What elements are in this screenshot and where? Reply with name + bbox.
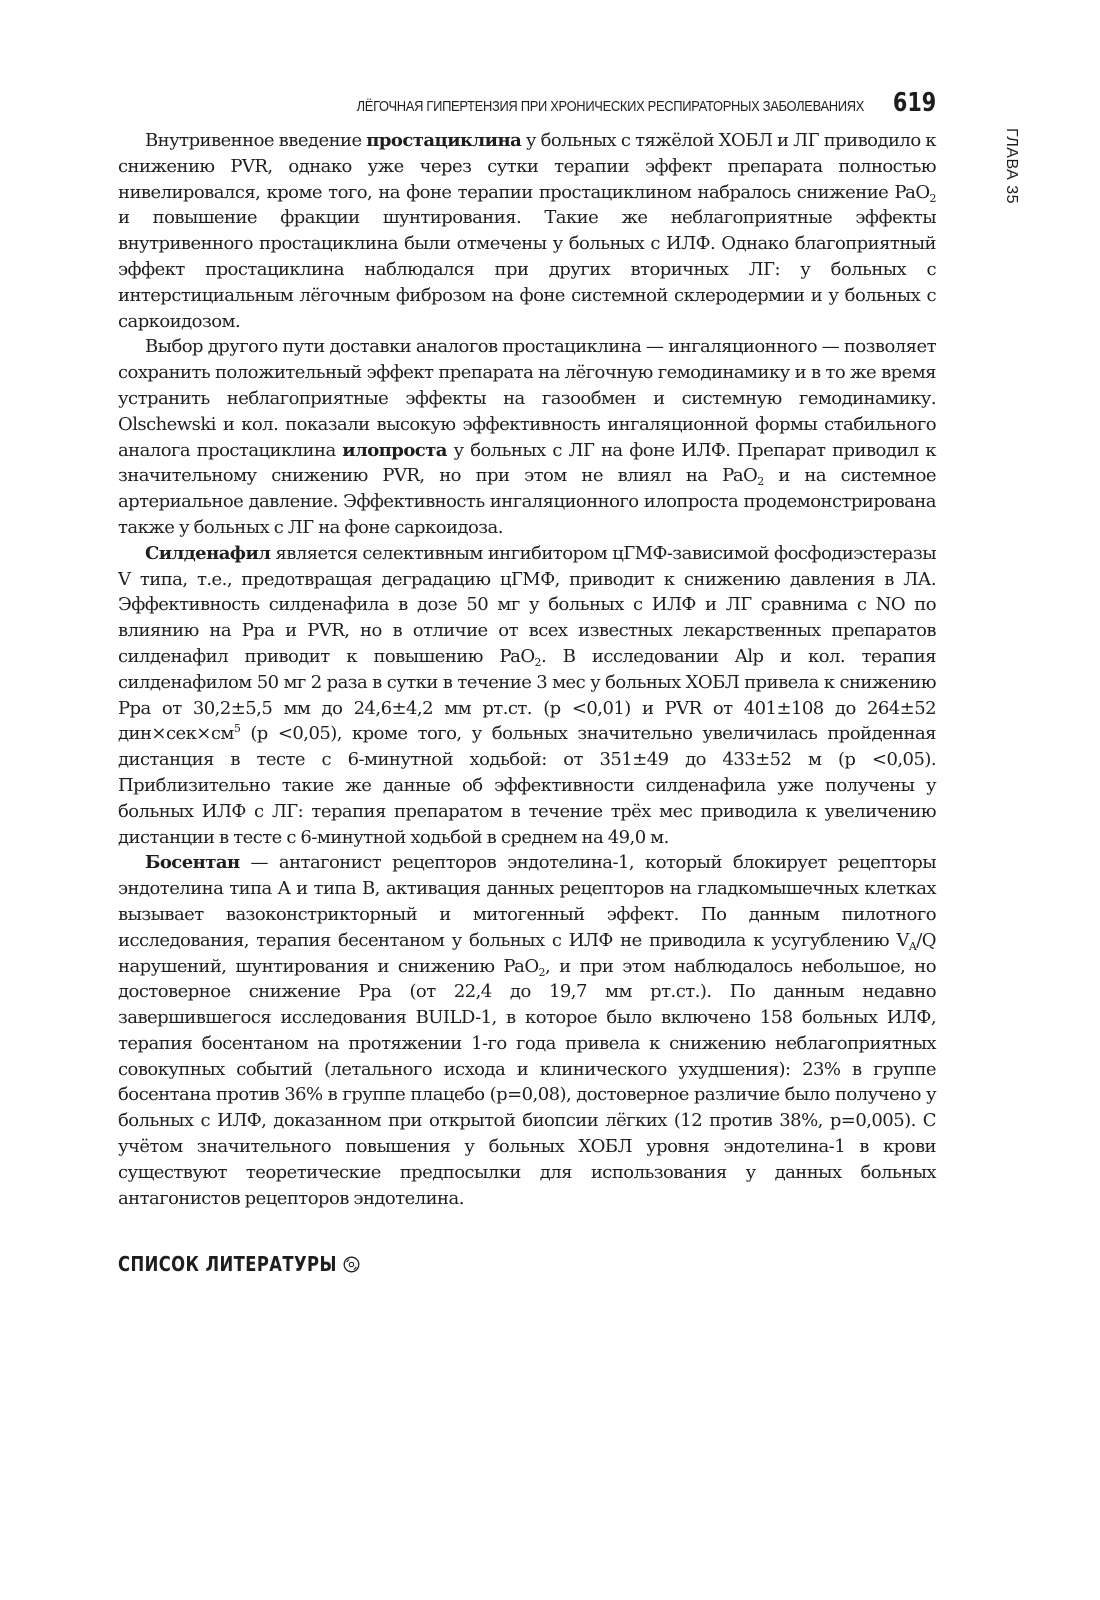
body-text xyxy=(118,128,936,1211)
paragraph-sildenafil: Силденафил является селективным ингибитором цГМФ-зависимой фосфодиэстеразы V типа, т.е., предотвращая деградацию цГМФ, приводит к снижению давления в ЛА. Эффективность силденафила в дозе 50 мг у больных с ИЛФ и ЛГ сравнима с NO по влиянию на Ppa и PVR, но в отличие от всех известных лекарственных препаратов силденафил приводит к повышению PaO$_2$. В исследовании Alp и кол. терапия силденафилом 50 мг 2 раза в сутки в течение 3 мес у больных ХОБЛ привела к снижению Ppa от 30,2±5,5 мм до 24,6±4,2 мм рт.ст. (p <0,01) и PVR от 401±108 до 264±52 $дин\times сек\times см^5$ (p <0,05), кроме того, у больных значительно увеличилась пройденная дистанция в тесте с 6-минутной ходьбой: от 351±49 до 433±52 м (p <0,05). Приблизительно такие же данные об эффективности силденафила уже получены у больных ИЛФ с ЛГ: терапия препаратом в течение трёх мес приводила к увеличению дистанции в тесте с 6-минутной ходьбой в среднем на 49,0 м. xyxy=(118,542,936,848)
chapter-side-label: ГЛАВА 35 xyxy=(1003,128,1020,204)
disc-icon xyxy=(343,1256,360,1273)
running-header xyxy=(118,88,936,118)
references-title: СПИСОК ЛИТЕРАТУРЫ xyxy=(118,1252,337,1276)
running-title: ЛЁГОЧНАЯ ГИПЕРТЕНЗИЯ ПРИ ХРОНИЧЕСКИХ РЕСПИРАТОРНЫХ ЗАБОЛЕВАНИЯХ xyxy=(356,98,864,115)
paragraph-iloprost: Выбор другого пути доставки аналогов простациклина — ингаляционного — позволяет сохранить положительный эффект препарата на лёгочную гемодинамику и в то же время устранить неблагоприятные эффекты на газообмен и системную гемодинамику. Olschewski и кол. показали высокую эффективность ингаляционной формы стабильного аналога простациклина илопроста у больных с ЛГ на фоне ИЛФ. Препарат приводил к значительному снижению PVR, но при этом не влиял на PaO$_2$ и на системное артериальное давление. Эффективность ингаляционного илопроста продемонстрирована также у больных с ЛГ на фоне саркоидоза. xyxy=(118,336,937,538)
references-heading xyxy=(118,1252,360,1276)
paragraph-bosentan: Босентан — антагонист рецепторов эндотелина-1, который блокирует рецепторы эндотелина типа A и типа B, активация данных рецепторов на гладкомышечных клетках вызывает вазоконстрикторный и митогенный эффект. По данным пилотного исследования, терапия бесентаном у больных с ИЛФ не приводила к усугублению $V_A/Q$ нарушений, шунтирования и снижению PaO$_2$, и при этом наблюдалось небольшое, но достоверное снижение Ppa (от 22,4 до 19,7 мм рт.ст.). По данным недавно завершившегося исследования BUILD-1, в которое было включено 158 больных ИЛФ, терапия босентаном на протяжении 1-го года привела к снижению неблагоприятных совокупных событий (летального исхода и клинического ухудшения): 23% в группе босентана против 36% в группе плацебо (p=0,08), достоверное различие было получено у больных с ИЛФ, доказанном при открытой биопсии лёгких (12 против 38%, p=0,005). С учётом значительного повышения у больных ХОБЛ уровня эндотелина-1 в крови существуют теоретические предпосылки для использования у данных больных антагонистов рецепторов эндотелина. xyxy=(118,852,937,1209)
paragraph-prostacyclin: Внутривенное введение простациклина у больных с тяжёлой ХОБЛ и ЛГ приводило к снижению PVR, однако уже через сутки терапии эффект препарата полностью нивелировался, кроме того, на фоне терапии простациклином набралось снижение PaO$_2$ и повышение фракции шунтирования. Такие же неблагоприятные эффекты внутривенного простациклина были отмечены у больных с ИЛФ. Однако благоприятный эффект простациклина наблюдался при других вторичных ЛГ: у больных с интерстициальным лёгочным фиброзом на фоне системной склеродермии и у больных с саркоидозом. xyxy=(118,130,936,332)
page-number: 619 xyxy=(892,88,936,118)
